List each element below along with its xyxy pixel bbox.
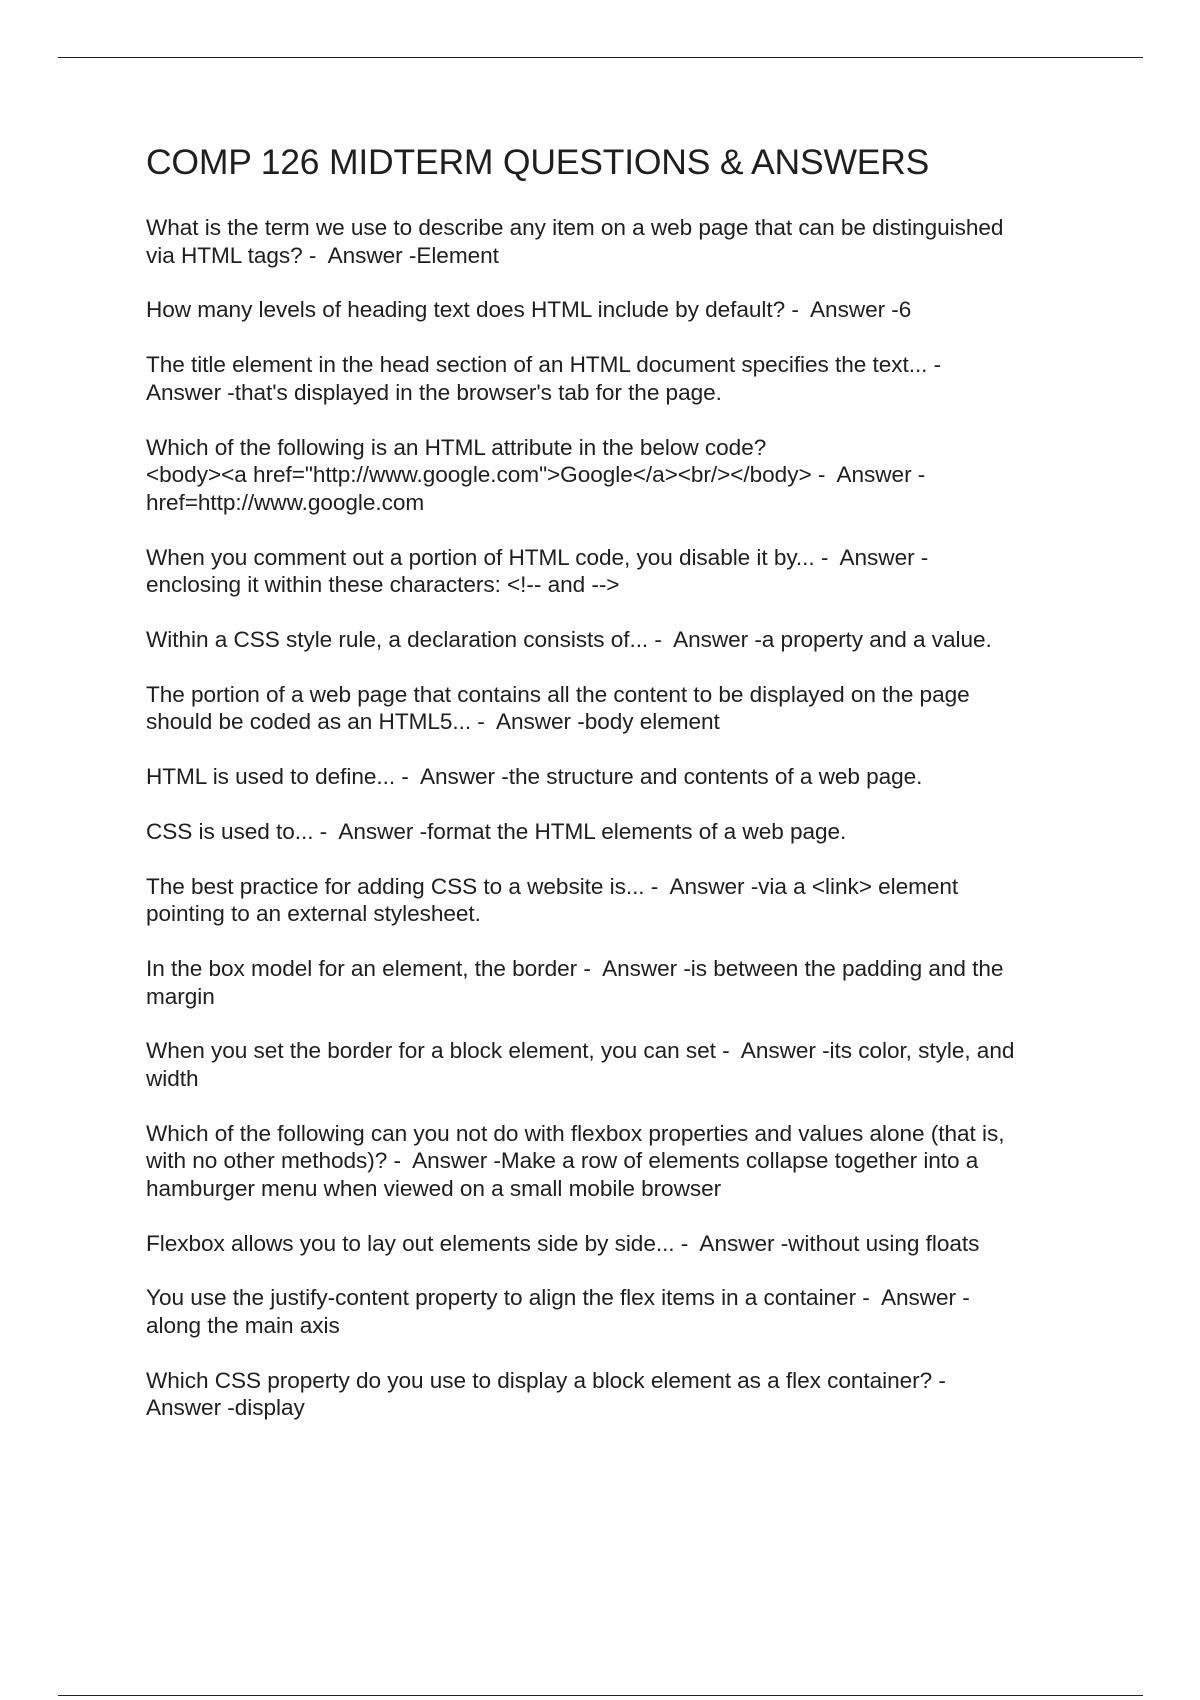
qa-entry-6: Within a CSS style rule, a declaration consists of... - Answer -a property and a value. bbox=[146, 626, 992, 652]
qa-entry-5: When you comment out a portion of HTML code, you disable it by... - Answer - enclosing it within these characters: <!-- and --> bbox=[146, 544, 929, 598]
qa-entry-14: Flexbox allows you to lay out elements side by side... - Answer -without using floats bbox=[146, 1230, 980, 1256]
document-title: COMP 126 MIDTERM QUESTIONS & ANSWERS bbox=[146, 142, 930, 182]
qa-entry-4: Which of the following is an HTML attribute in the below code? <body><a href="http://www.google.com">Google</a><br/></body> - Answer - href=http://www.google.com bbox=[146, 434, 926, 515]
qa-entry-11: In the box model for an element, the border - Answer -is between the padding and the margin bbox=[146, 955, 1004, 1009]
qa-entry-13: Which of the following can you not do with flexbox properties and values alone (that is, with no other methods)? - Answer -Make a row of elements collapse together into a hamburger menu when viewed on a small mobile browser bbox=[146, 1120, 1005, 1201]
qa-entry-7: The portion of a web page that contains all the content to be displayed on the page should be coded as an HTML5... - Answer -body element bbox=[146, 681, 970, 735]
qa-entry-3: The title element in the head section of an HTML document specifies the text... - Answer -that's displayed in the browser's tab for the page. bbox=[146, 352, 942, 405]
qa-entry-12: When you set the border for a block element, you can set - Answer -its color, style, and width bbox=[146, 1038, 1015, 1091]
bottom-divider bbox=[58, 1695, 1143, 1696]
qa-entry-8: HTML is used to define... - Answer -the structure and contents of a web page. bbox=[146, 764, 923, 790]
qa-entry-16: Which CSS property do you use to display a block element as a flex container? - Answer -display bbox=[146, 1367, 946, 1421]
qa-entry-15: You use the justify-content property to align the flex items in a container - Answer - along the main axis bbox=[146, 1285, 970, 1339]
qa-entry-2: How many levels of heading text does HTML include by default? - Answer -6 bbox=[146, 297, 912, 323]
document-page bbox=[146, 140, 1096, 1449]
qa-entry-9: CSS is used to... - Answer -format the HTML elements of a web page. bbox=[146, 818, 847, 844]
qa-entry-10: The best practice for adding CSS to a website is... - Answer -via a <link> element pointing to an external stylesheet. bbox=[146, 873, 959, 927]
qa-entry-1: What is the term we use to describe any item on a web page that can be distinguished via HTML tags? - Answer -Element bbox=[146, 215, 1004, 268]
top-divider bbox=[58, 57, 1143, 58]
